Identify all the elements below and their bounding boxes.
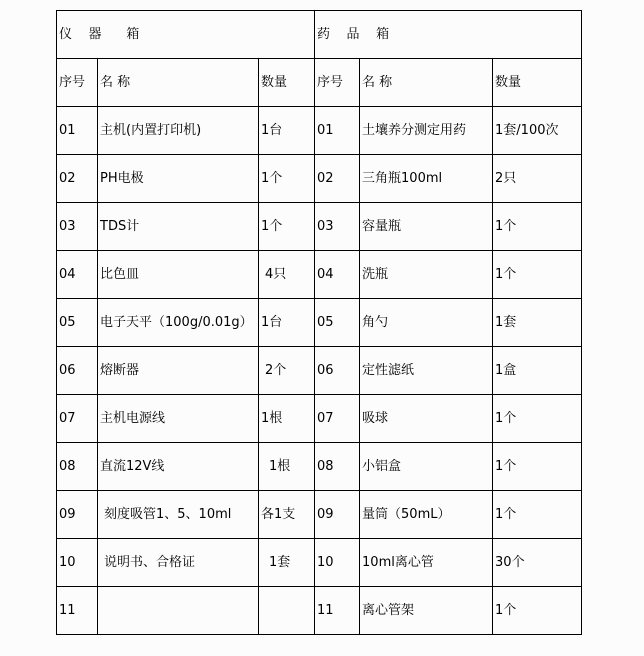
reagent-no: 07 xyxy=(315,395,360,443)
instrument-no: 04 xyxy=(57,251,98,299)
reagent-name: 量筒（50mL） xyxy=(360,491,493,539)
reagent-qty: 1个 xyxy=(493,587,582,635)
table-row xyxy=(57,155,582,203)
instrument-name: 说明书、合格证 xyxy=(98,539,259,587)
instrument-no: 07 xyxy=(57,395,98,443)
table-row xyxy=(57,107,582,155)
instrument-name: TDS计 xyxy=(98,203,259,251)
reagent-name: 小铝盒 xyxy=(360,443,493,491)
equipment-list-table xyxy=(56,10,582,635)
instrument-name: PH电极 xyxy=(98,155,259,203)
instrument-name: 直流12V线 xyxy=(98,443,259,491)
instrument-name: 电子天平（100g/0.01g） xyxy=(98,299,259,347)
section-title-row xyxy=(57,11,582,59)
reagent-name: 容量瓶 xyxy=(360,203,493,251)
reagent-name: 吸球 xyxy=(360,395,493,443)
reagent-no: 05 xyxy=(315,299,360,347)
reagent-name: 离心管架 xyxy=(360,587,493,635)
reagent-box-title: 药 品 箱 xyxy=(315,11,582,59)
instrument-no: 06 xyxy=(57,347,98,395)
instrument-no: 09 xyxy=(57,491,98,539)
instrument-qty: 1根 xyxy=(259,395,315,443)
instrument-qty: 2个 xyxy=(259,347,315,395)
reagent-name: 三角瓶100ml xyxy=(360,155,493,203)
reagent-name: 定性滤纸 xyxy=(360,347,493,395)
instrument-no: 01 xyxy=(57,107,98,155)
instrument-name: 熔断器 xyxy=(98,347,259,395)
instrument-header-no: 序号 xyxy=(57,59,98,107)
instrument-qty: 1套 xyxy=(259,539,315,587)
header-row xyxy=(57,59,582,107)
instrument-qty: 1个 xyxy=(259,203,315,251)
instrument-header-name: 名 称 xyxy=(98,59,259,107)
table-row xyxy=(57,251,582,299)
table-row xyxy=(57,203,582,251)
table-row xyxy=(57,299,582,347)
instrument-name xyxy=(98,587,259,635)
reagent-header-qty: 数量 xyxy=(493,59,582,107)
reagent-qty: 1个 xyxy=(493,395,582,443)
instrument-no: 11 xyxy=(57,587,98,635)
reagent-qty: 30个 xyxy=(493,539,582,587)
instrument-no: 08 xyxy=(57,443,98,491)
reagent-no: 09 xyxy=(315,491,360,539)
reagent-no: 06 xyxy=(315,347,360,395)
table-row xyxy=(57,443,582,491)
reagent-qty: 2只 xyxy=(493,155,582,203)
reagent-name: 洗瓶 xyxy=(360,251,493,299)
table-row xyxy=(57,395,582,443)
instrument-qty: 各1支 xyxy=(259,491,315,539)
instrument-qty: 4只 xyxy=(259,251,315,299)
reagent-no: 01 xyxy=(315,107,360,155)
instrument-name: 主机电源线 xyxy=(98,395,259,443)
instrument-no: 02 xyxy=(57,155,98,203)
reagent-no: 08 xyxy=(315,443,360,491)
reagent-name: 角勺 xyxy=(360,299,493,347)
instrument-no: 03 xyxy=(57,203,98,251)
reagent-qty: 1个 xyxy=(493,251,582,299)
instrument-no: 10 xyxy=(57,539,98,587)
instrument-name: 刻度吸管1、5、10ml xyxy=(98,491,259,539)
table-row xyxy=(57,539,582,587)
reagent-qty: 1个 xyxy=(493,203,582,251)
instrument-no: 05 xyxy=(57,299,98,347)
reagent-header-no: 序号 xyxy=(315,59,360,107)
instrument-header-qty: 数量 xyxy=(259,59,315,107)
instrument-qty: 1台 xyxy=(259,299,315,347)
reagent-no: 03 xyxy=(315,203,360,251)
reagent-qty: 1个 xyxy=(493,443,582,491)
instrument-qty: 1个 xyxy=(259,155,315,203)
instrument-box-title: 仪 器 箱 xyxy=(57,11,315,59)
reagent-name: 10ml离心管 xyxy=(360,539,493,587)
reagent-qty: 1套/100次 xyxy=(493,107,582,155)
reagent-name: 土壤养分测定用药 xyxy=(360,107,493,155)
reagent-qty: 1个 xyxy=(493,491,582,539)
table-row xyxy=(57,347,582,395)
reagent-qty: 1盒 xyxy=(493,347,582,395)
reagent-header-name: 名 称 xyxy=(360,59,493,107)
reagent-no: 10 xyxy=(315,539,360,587)
reagent-qty: 1套 xyxy=(493,299,582,347)
table-row xyxy=(57,491,582,539)
reagent-no: 02 xyxy=(315,155,360,203)
instrument-qty: 1根 xyxy=(259,443,315,491)
instrument-name: 主机(内置打印机) xyxy=(98,107,259,155)
instrument-qty: 1台 xyxy=(259,107,315,155)
instrument-name: 比色皿 xyxy=(98,251,259,299)
table-row xyxy=(57,587,582,635)
instrument-qty xyxy=(259,587,315,635)
reagent-no: 04 xyxy=(315,251,360,299)
reagent-no: 11 xyxy=(315,587,360,635)
